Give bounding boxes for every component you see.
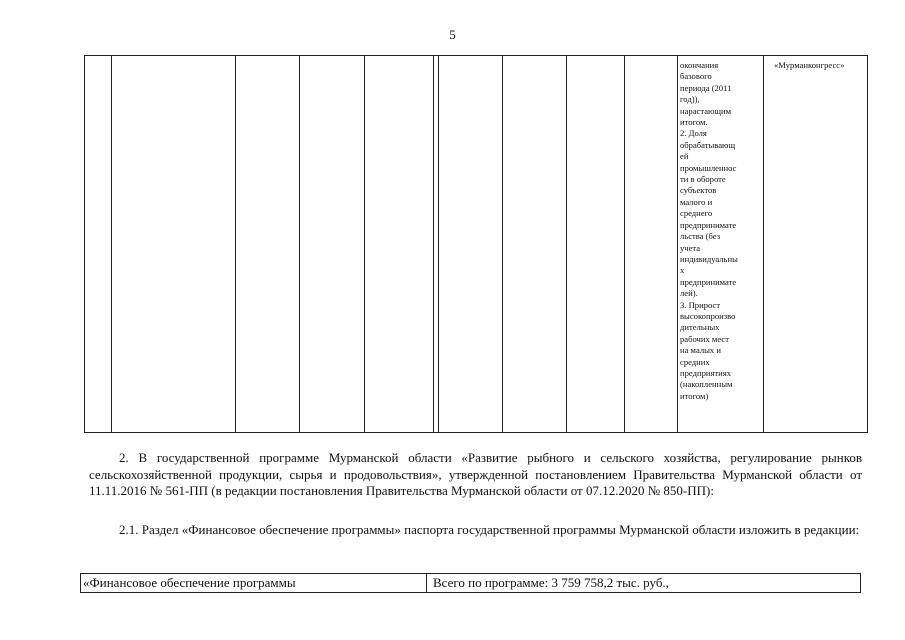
table-column-border	[763, 55, 764, 433]
financing-table	[80, 573, 861, 593]
table-column-border	[624, 55, 625, 433]
table-column-border	[677, 55, 678, 433]
table-column-border	[84, 55, 85, 433]
table-column-border	[867, 55, 868, 433]
table-column-border	[566, 55, 567, 433]
table-column-border	[111, 55, 112, 433]
indicators-cell: окончания базового периода (2011 год)), нарастающим итогом. 2. Доля обрабатывающ ей промышленнос ти в обороте субъектов малого и среднего предпринимате льства (без учета индивидуальны х предпринимате лей). 3. Прирост высокопроизво дительных рабочих мест на малых и средних предприятиях (накопленным итогом)	[680, 60, 738, 401]
organizer-cell: «Мурманконгресс»	[774, 60, 845, 70]
page-number: 5	[449, 27, 456, 42]
paragraph-amendment-2: 2. В государственной программе Мурманской области «Развитие рыбного и сельского хозяйства, регулирование рынков сельскохозяйственной продукции, сырья и продовольствия», утвержденной постановлением Правительства Мурманской области от 11.11.2016 № 561-ПП (в редакции постановления Правительства Мурманской области от 07.12.2020 № 850-ПП):	[89, 450, 862, 498]
table-column-border	[438, 55, 439, 433]
paragraph-amendment-2-1: 2.1. Раздел «Финансовое обеспечение программы» паспорта государственной программы Мурманской области изложить в редакции:	[119, 522, 860, 537]
table-column-border	[433, 55, 434, 433]
table-bottom-border	[84, 432, 868, 433]
financing-label-cell: «Финансовое обеспечение программы	[83, 575, 296, 590]
table-column-border	[502, 55, 503, 433]
table-column-border	[426, 574, 427, 592]
table-top-border	[84, 55, 868, 56]
financing-total-cell: Всего по программе: 3 759 758,2 тыс. руб.,	[433, 575, 669, 590]
table-column-border	[299, 55, 300, 433]
table-column-border	[364, 55, 365, 433]
table-column-border	[235, 55, 236, 433]
continuation-table	[84, 55, 868, 433]
